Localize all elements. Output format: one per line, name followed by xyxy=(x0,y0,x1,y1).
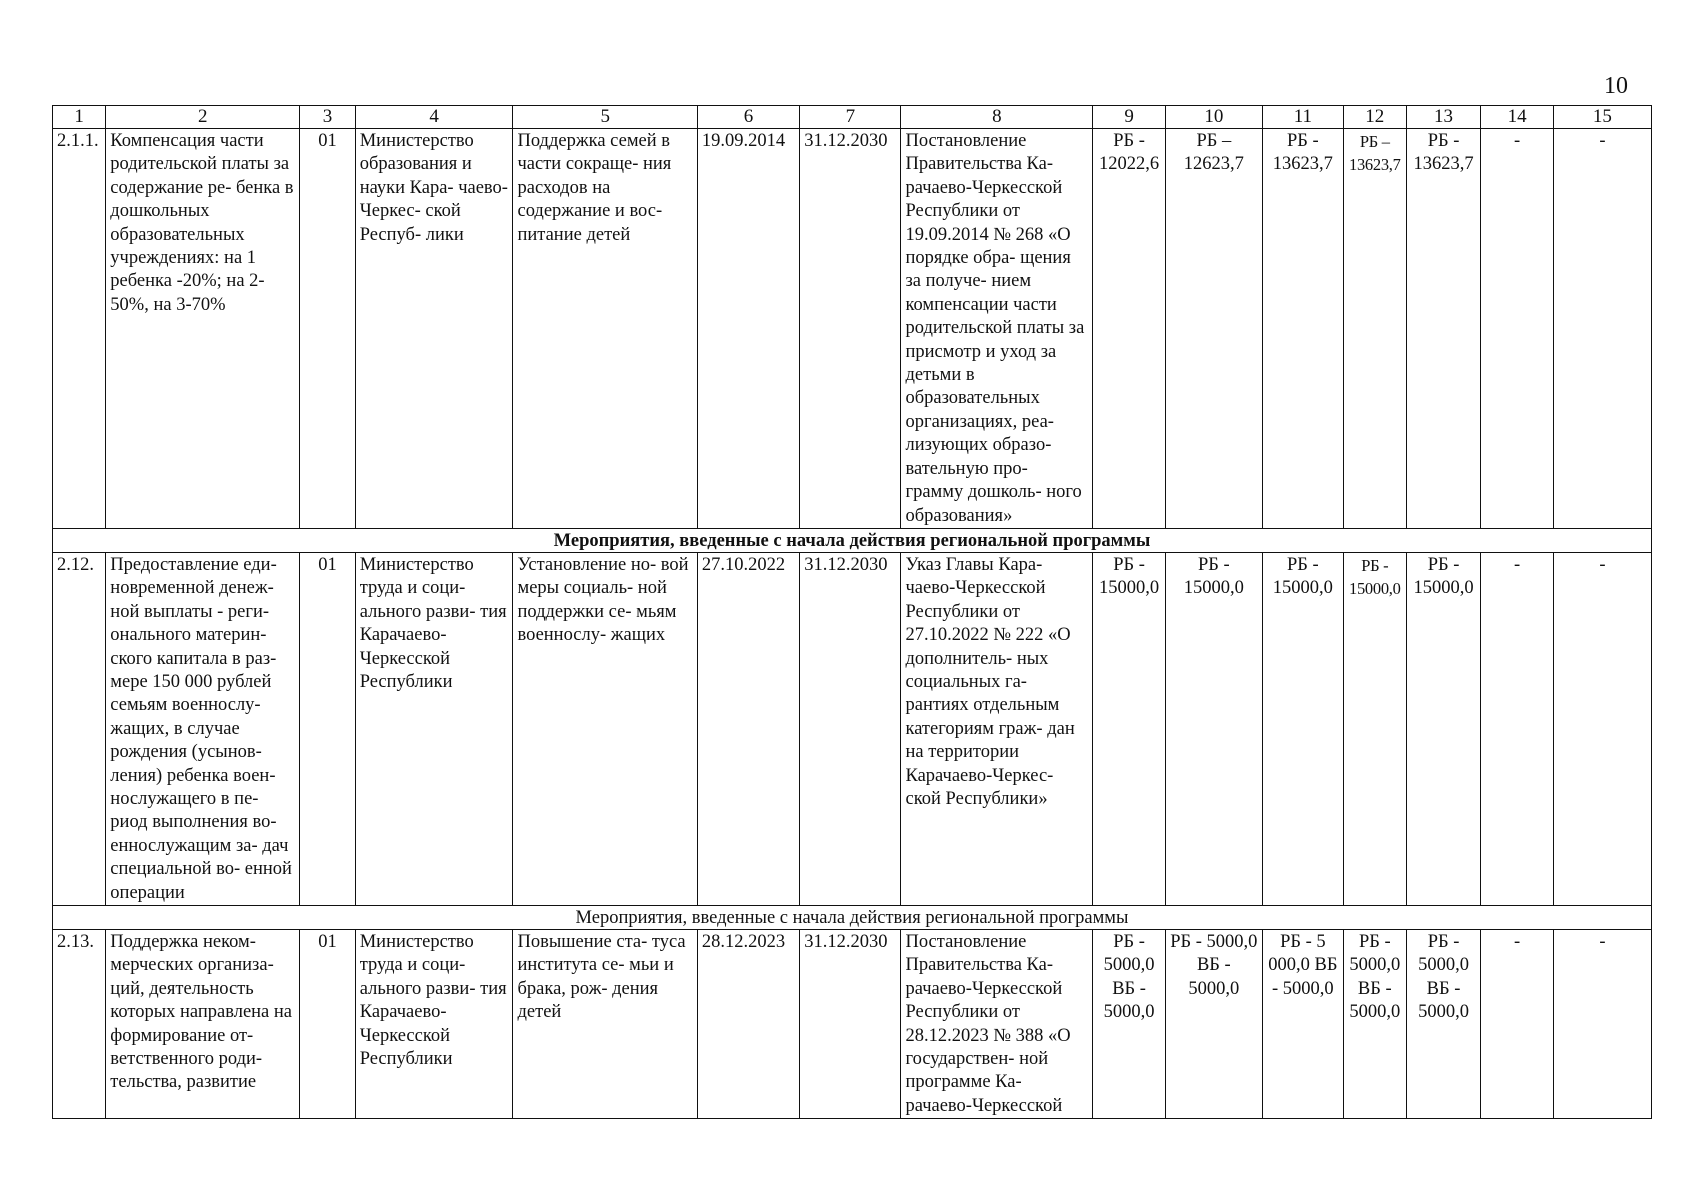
funding-col-12: РБ - 15000,0 xyxy=(1343,552,1406,905)
funding-col-12: РБ – 13623,7 xyxy=(1343,129,1406,529)
funding-col-14: - xyxy=(1481,552,1553,905)
end-date: 31.12.2030 xyxy=(800,129,901,529)
funding-col-9: РБ - 15000,0 xyxy=(1093,552,1165,905)
section-row xyxy=(53,906,1652,930)
executor-cell: Министерство труда и соци- ального разви- тия Карачаево- Черкесской Республики xyxy=(355,930,513,1119)
funding-col-15: - xyxy=(1553,552,1651,905)
section-row xyxy=(53,528,1652,552)
goal-cell: Поддержка семей в части сокраще- ния расходов на содержание и вос- питание детей xyxy=(513,129,697,529)
legal-act-cell: Постановление Правительства Ка- рачаево-Черкесской Республики от 19.09.2014 № 268 «О порядке обра- щения за получе- нием компенсации части родительской платы за присмотр и уход за детьми в образовательных организациях, реа- лизующих образо- вательную про- грамму дошколь- ного образования» xyxy=(901,129,1093,529)
funding-col-15: - xyxy=(1553,930,1651,1119)
col-header-4: 4 xyxy=(355,106,513,129)
funding-col-10: РБ – 12623,7 xyxy=(1165,129,1262,529)
measure-name: Предоставление еди- новременной денеж- ной выплаты - реги- онального материн- ского капитала в раз- мере 150 000 рублей семьям военнослу- жащих, в случае рождения (усынов- ления) ребенка воен- нослужащего в пе- риод выполнения во- еннослужащим за- дач специальной во- енной операции xyxy=(106,552,300,905)
funding-col-10: РБ - 15000,0 xyxy=(1165,552,1262,905)
funding-col-13: РБ - 5000,0 ВБ - 5000,0 xyxy=(1406,930,1481,1119)
col-header-12: 12 xyxy=(1343,106,1406,129)
start-date: 28.12.2023 xyxy=(697,930,799,1119)
legal-act-cell: Постановление Правительства Ка- рачаево-Черкесской Республики от 28.12.2023 № 388 «О государствен- ной программе Ка- рачаево-Черкесской xyxy=(901,930,1093,1119)
start-date: 19.09.2014 xyxy=(697,129,799,529)
funding-col-15: - xyxy=(1553,129,1651,529)
executor-cell: Министерство труда и соци- ального разви- тия Карачаево- Черкесской Республики xyxy=(355,552,513,905)
goal-cell: Установление но- вой меры социаль- ной поддержки се- мьям военнослу- жащих xyxy=(513,552,697,905)
funding-col-9: РБ - 12022,6 xyxy=(1093,129,1165,529)
col-header-11: 11 xyxy=(1262,106,1343,129)
measure-name: Поддержка неком- мерческих организа- ций, деятельность которых направлена на формирование от- ветственного роди- тельства, развитие xyxy=(106,930,300,1119)
code-cell: 01 xyxy=(300,552,355,905)
funding-col-11: РБ - 13623,7 xyxy=(1262,129,1343,529)
section-title: Мероприятия, введенные с начала действия региональной программы xyxy=(53,528,1652,552)
funding-col-14: - xyxy=(1481,129,1553,529)
col-header-13: 13 xyxy=(1406,106,1481,129)
funding-col-12: РБ - 5000,0 ВБ - 5000,0 xyxy=(1343,930,1406,1119)
section-title: Мероприятия, введенные с начала действия региональной программы xyxy=(53,906,1652,930)
end-date: 31.12.2030 xyxy=(800,552,901,905)
code-cell: 01 xyxy=(300,930,355,1119)
code-cell: 01 xyxy=(300,129,355,529)
table-row xyxy=(53,552,1652,905)
funding-col-13: РБ - 15000,0 xyxy=(1406,552,1481,905)
funding-col-11: РБ - 15000,0 xyxy=(1262,552,1343,905)
funding-col-10: РБ - 5000,0 ВБ - 5000,0 xyxy=(1165,930,1262,1119)
row-number: 2.13. xyxy=(53,930,106,1119)
measure-name: Компенсация части родительской платы за содержание ре- бенка в дошкольных образовательных учреждениях: на 1 ребенка -20%; на 2- 50%, на 3-70% xyxy=(106,129,300,529)
col-header-8: 8 xyxy=(901,106,1093,129)
col-header-3: 3 xyxy=(300,106,355,129)
executor-cell: Министерство образования и науки Кара- чаево-Черкес- ской Респуб- лики xyxy=(355,129,513,529)
col-header-7: 7 xyxy=(800,106,901,129)
funding-col-9: РБ - 5000,0 ВБ - 5000,0 xyxy=(1093,930,1165,1119)
col-header-1: 1 xyxy=(53,106,106,129)
table-row xyxy=(53,129,1652,529)
funding-col-13: РБ - 13623,7 xyxy=(1406,129,1481,529)
funding-col-11: РБ - 5 000,0 ВБ - 5000,0 xyxy=(1262,930,1343,1119)
legal-act-cell: Указ Главы Кара- чаево-Черкесской Республики от 27.10.2022 № 222 «О дополнитель- ных социальных га- рантиях отдельным категориям граж- дан на территории Карачаево-Черкес- ской Республики» xyxy=(901,552,1093,905)
program-measures-table xyxy=(52,105,1652,1119)
funding-col-14: - xyxy=(1481,930,1553,1119)
goal-cell: Повышение ста- туса института се- мьи и брака, рож- дения детей xyxy=(513,930,697,1119)
start-date: 27.10.2022 xyxy=(697,552,799,905)
col-header-9: 9 xyxy=(1093,106,1165,129)
col-header-6: 6 xyxy=(697,106,799,129)
table-row xyxy=(53,930,1652,1119)
col-header-14: 14 xyxy=(1481,106,1553,129)
col-header-15: 15 xyxy=(1553,106,1651,129)
end-date: 31.12.2030 xyxy=(800,930,901,1119)
row-number: 2.12. xyxy=(53,552,106,905)
page-number: 10 xyxy=(1604,73,1628,99)
col-header-10: 10 xyxy=(1165,106,1262,129)
col-header-5: 5 xyxy=(513,106,697,129)
column-number-header-row xyxy=(53,106,1652,129)
col-header-2: 2 xyxy=(106,106,300,129)
row-number: 2.1.1. xyxy=(53,129,106,529)
